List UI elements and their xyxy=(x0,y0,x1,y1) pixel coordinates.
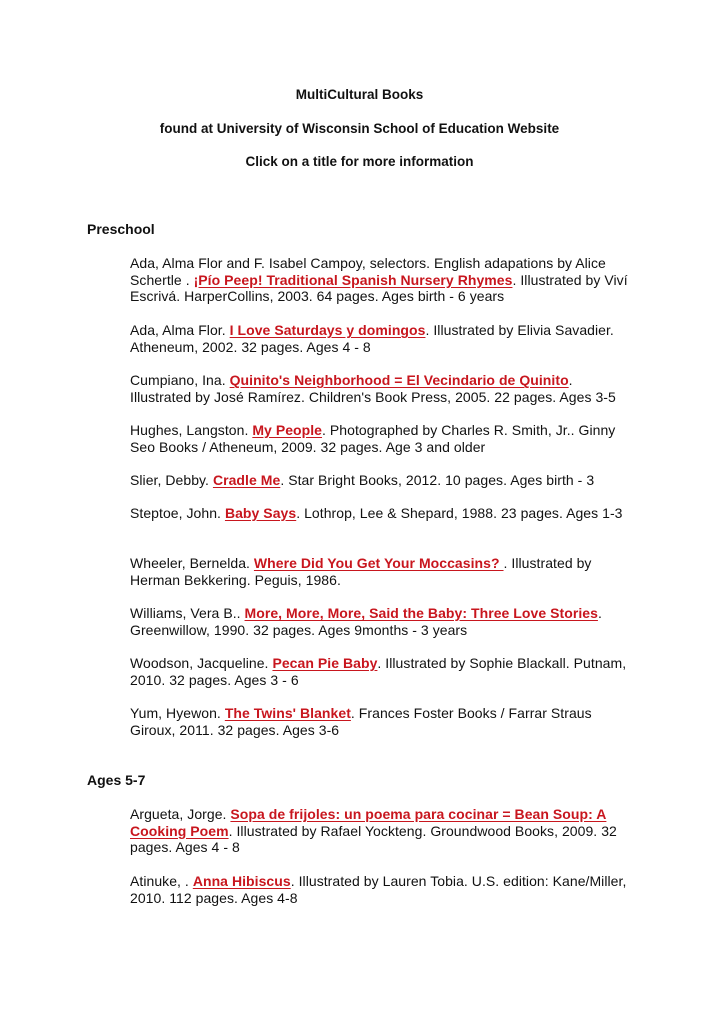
entry-citation-start: Atinuke, . xyxy=(130,873,193,889)
entry-citation-end: . Illustrated by Viví Escrivá. HarperCollins, 2003. 64 pages. Ages birth - 6 years xyxy=(130,271,628,305)
entry-citation-end: . Greenwillow, 1990. 32 pages. Ages 9months - 3 years xyxy=(130,605,602,638)
entry-citation-start: Cumpiano, Ina. xyxy=(130,372,230,388)
section-heading-ages-5-7: Ages 5-7 xyxy=(87,772,146,788)
entry-citation-end: . Illustrated by Sophie Blackall. Putnam, 2010. 32 pages. Ages 3 - 6 xyxy=(130,655,627,688)
book-title-link[interactable]: I Love Saturdays y domingos xyxy=(229,322,426,338)
book-entry xyxy=(130,655,632,688)
book-entry xyxy=(130,505,632,522)
entry-citation-end: . Star Bright Books, 2012. 10 pages. Ages birth - 3 xyxy=(280,472,595,488)
book-entry xyxy=(130,705,632,738)
book-title-link[interactable]: Quinito's Neighborhood = El Vecindario de Quinito xyxy=(229,372,569,388)
entry-citation-start: Ada, Alma Flor. xyxy=(130,322,230,338)
book-entry xyxy=(130,255,632,305)
book-title-link[interactable]: ¡Pío Peep! Traditional Spanish Nursery Rhymes xyxy=(193,271,513,288)
entry-citation-end: . Illustrated by José Ramírez. Children's Book Press, 2005. 22 pages. Ages 3-5 xyxy=(130,372,616,405)
document-title: MultiCultural Books xyxy=(295,87,424,102)
entry-citation-start: Williams, Vera B.. xyxy=(130,605,245,621)
book-entry xyxy=(130,372,632,405)
book-title-link[interactable]: Cradle Me xyxy=(212,472,281,488)
book-entry xyxy=(130,873,632,906)
entry-citation-start: Yum, Hyewon. xyxy=(130,705,225,721)
book-entry xyxy=(130,322,632,355)
entry-citation-end: . Illustrated by Rafael Yockteng. Groundwood Books, 2009. 32 pages. Ages 4 - 8 xyxy=(130,822,617,856)
book-title-link[interactable]: The Twins' Blanket xyxy=(224,705,351,721)
book-title-link[interactable]: My People xyxy=(252,422,323,438)
book-entry xyxy=(130,422,632,455)
book-title-link[interactable]: Anna Hibiscus xyxy=(192,873,291,889)
book-entry xyxy=(130,472,632,489)
book-entry xyxy=(130,555,632,588)
document-subtitle: found at University of Wisconsin School of Education Website xyxy=(159,121,560,136)
section-heading-preschool: Preschool xyxy=(87,221,155,237)
entry-citation-start: Ada, Alma Flor and F. Isabel Campoy, selectors. English adapations by Alice Schertle . xyxy=(130,255,606,288)
book-title-link[interactable]: Baby Says xyxy=(224,505,297,521)
book-title-link[interactable]: Pecan Pie Baby xyxy=(272,655,378,671)
entry-citation-end: . Frances Foster Books / Farrar Straus Giroux, 2011. 32 pages. Ages 3-6 xyxy=(130,705,592,738)
document-instruction: Click on a title for more information xyxy=(245,154,474,169)
book-entry xyxy=(130,806,632,856)
entry-citation-end: . Illustrated by Herman Bekkering. Peguis, 1986. xyxy=(130,555,592,588)
book-title-link[interactable]: Where Did You Get Your Moccasins? xyxy=(253,555,504,571)
book-entry xyxy=(130,605,632,638)
entry-citation-start: Slier, Debby. xyxy=(130,472,213,488)
entry-citation-start: Argueta, Jorge. xyxy=(130,806,231,822)
entry-citation-start: Hughes, Langston. xyxy=(130,422,253,438)
book-title-link[interactable]: More, More, More, Said the Baby: Three Love Stories xyxy=(244,605,598,621)
entry-citation-end: . Illustrated by Elivia Savadier. Atheneum, 2002. 32 pages. Ages 4 - 8 xyxy=(130,322,614,355)
entry-citation-start: Steptoe, John. xyxy=(130,505,225,521)
entry-citation-end: . Lothrop, Lee & Shepard, 1988. 23 pages. Ages 1-3 xyxy=(296,505,623,521)
entry-citation-end: . Illustrated by Lauren Tobia. U.S. edition: Kane/Miller, 2010. 112 pages. Ages 4-8 xyxy=(130,873,627,906)
entry-citation-start: Woodson, Jacqueline. xyxy=(130,655,273,671)
entry-citation-start: Wheeler, Bernelda. xyxy=(130,555,254,571)
entry-citation-end: . Photographed by Charles R. Smith, Jr.. Ginny Seo Books / Atheneum, 2009. 32 pages. Age 3 and older xyxy=(130,422,616,455)
book-title-link[interactable]: Sopa de frijoles: un poema para cocinar = Bean Soup: A Cooking Poem xyxy=(130,806,607,839)
